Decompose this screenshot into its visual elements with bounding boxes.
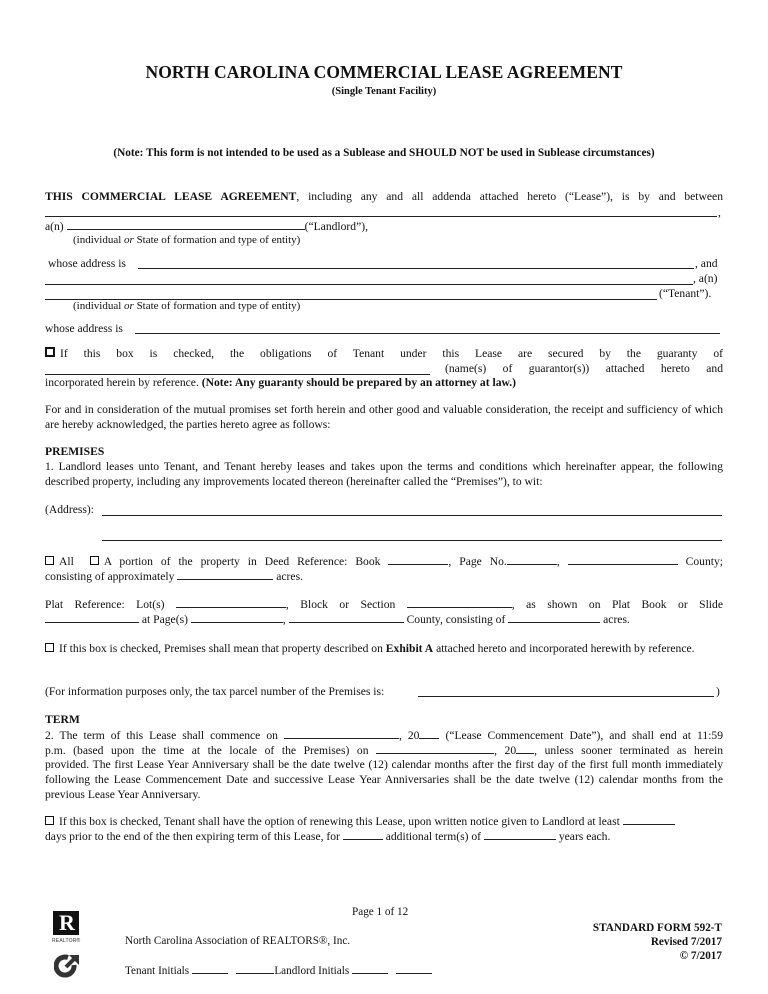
commencement-year-field[interactable] <box>419 728 439 739</box>
book-field[interactable] <box>388 554 448 565</box>
tax-parcel-close: ) <box>716 685 720 698</box>
landlord-initials-label: Landlord Initials <box>274 965 350 977</box>
revised-date: Revised 7/2017 <box>650 936 722 948</box>
plat-reference-line: Plat Reference: Lot(s) , Block or Section , as shown on Plat Book or Slide <box>45 598 723 611</box>
notice-days-field[interactable] <box>623 814 675 825</box>
intro-bold: THIS COMMERCIAL LEASE AGREEMENT <box>45 190 297 203</box>
end-year-field[interactable] <box>516 743 534 754</box>
renewal-checkbox[interactable] <box>45 816 54 825</box>
renewal-years-field[interactable] <box>484 829 556 840</box>
acreage-field[interactable] <box>177 569 273 580</box>
equal-housing-arrow-icon <box>54 953 80 979</box>
plat-pages-field[interactable] <box>191 612 283 623</box>
exhibit-a-paragraph: If this box is checked, Premises shall mean that property described on Exhibit A attached hereto and incorporated herewith by reference. <box>45 641 723 656</box>
landlord-initials-field-1[interactable] <box>352 963 388 974</box>
exhibit-a-checkbox[interactable] <box>45 643 54 652</box>
landlord-entity-hint: (individual or State of formation and type of entity) <box>73 234 301 246</box>
form-number: STANDARD FORM 592-T <box>592 922 722 934</box>
plat-acreage-field[interactable] <box>508 612 600 623</box>
landlord-name-field[interactable] <box>45 216 717 217</box>
plat-county-field[interactable] <box>289 612 404 623</box>
all-checkbox[interactable] <box>45 556 54 565</box>
plat-book-field[interactable] <box>45 612 139 623</box>
whose-address-label: whose address is <box>48 257 126 270</box>
realtor-logo-icon: R REALTOR® <box>52 910 81 944</box>
intro-rest: , including any and all addenda attached hereto (“Lease”), is by and between <box>296 190 723 203</box>
whose-address-label-2: whose address is <box>45 322 123 335</box>
sublease-note: (Note: This form is not intended to be used as a Sublease and SHOULD NOT be used in Sublease circumstances) <box>113 147 655 159</box>
term-line-1: 2. The term of this Lease shall commence on , 20 (“Lease Commencement Date”), and shall end at 11:59 <box>45 729 724 742</box>
address-label: (Address): <box>45 503 94 516</box>
plat-page-line: at Page(s) , County, consisting of acres. <box>45 612 723 626</box>
renewal-line-1: If this box is checked, Tenant shall have the option of renewing this Lease, upon written notice given to Landlord at least <box>45 814 723 828</box>
intro-line <box>45 190 723 203</box>
an-label-2: , a(n) <box>693 272 718 285</box>
lots-field[interactable] <box>176 597 286 608</box>
landlord-address-field[interactable] <box>138 268 694 269</box>
acreage-line: consisting of approximately acres. <box>45 570 303 583</box>
commencement-date-field[interactable] <box>284 728 399 739</box>
comma-text: , <box>718 206 721 219</box>
guaranty-line-2: (name(s) of guarantor(s)) attached hereto and <box>445 362 723 375</box>
renewal-line-2: days prior to the end of the then expiring term of this Lease, for additional term(s) of years each. <box>45 830 611 843</box>
tax-parcel-line: (For information purposes only, the tax parcel number of the Premises is: <box>45 685 385 698</box>
landlord-label: (“Landlord”), <box>304 220 368 233</box>
initials-line <box>125 963 432 977</box>
term-heading: TERM <box>45 713 80 726</box>
end-date-field[interactable] <box>376 743 494 754</box>
an-label: a(n) <box>45 220 64 233</box>
block-section-field[interactable] <box>407 597 512 608</box>
premises-address-field-2[interactable] <box>102 540 722 541</box>
tenant-initials-field-2[interactable] <box>236 963 274 974</box>
document-subtitle: (Single Tenant Facility) <box>331 86 437 97</box>
premises-heading: PREMISES <box>45 445 105 458</box>
guarantor-names-field[interactable] <box>45 374 430 375</box>
page-number: Page 1 of 12 <box>352 906 409 918</box>
guaranty-checkbox[interactable] <box>45 347 55 357</box>
landlord-entity-field[interactable] <box>67 219 305 230</box>
premises-address-field[interactable] <box>102 515 722 516</box>
tenant-initials-label: Tenant Initials <box>125 965 190 977</box>
tenant-address-field[interactable] <box>135 333 720 334</box>
premises-paragraph: 1. Landlord leases unto Tenant, and Tenant hereby leases and takes upon the terms and conditions which hereinafter appear, the following described property, including any improvements located thereon (hereinafter called the “Premises”), to wit: <box>45 460 723 489</box>
page-no-field[interactable] <box>507 554 557 565</box>
landlord-entity-row <box>45 219 723 233</box>
tax-parcel-field[interactable] <box>418 696 714 697</box>
landlord-initials-field-2[interactable] <box>396 963 432 974</box>
and-label: , and <box>695 257 718 270</box>
guaranty-attorney-note: (Note: Any guaranty should be prepared by an attorney at law.) <box>201 376 516 389</box>
form-info <box>593 921 722 963</box>
deed-reference-line: All A portion of the property in Deed Reference: Book , Page No. , County; <box>45 554 723 568</box>
tenant-label: (“Tenant”). <box>659 287 712 300</box>
document-title: NORTH CAROLINA COMMERCIAL LEASE AGREEMENT <box>145 62 623 82</box>
deed-county-field[interactable] <box>568 554 678 565</box>
tenant-name-field[interactable] <box>45 284 693 285</box>
association-name: North Carolina Association of REALTORS®, Inc. <box>125 935 351 947</box>
tenant-initials-field-1[interactable] <box>192 963 228 974</box>
tenant-entity-hint: (individual or State of formation and type of entity) <box>73 300 301 312</box>
portion-checkbox[interactable] <box>90 556 99 565</box>
term-line-2: p.m. (based upon the time at the locale of the Premises) on , 20 , unless sooner terminated as herein <box>45 744 724 757</box>
term-paragraph: provided. The first Lease Year Anniversary shall be the date twelve (12) calendar months after the first day of the first full month immediately following the Lease Commencement Date and successive Lease Year Anniversaries shall be the date twelve (12) calendar months from the previous Lease Year Anniversary. <box>45 758 723 802</box>
guaranty-line-3: incorporated herein by reference. (Note: Any guaranty should be prepared by an attorney at law.) <box>45 376 516 389</box>
copyright: © 7/2017 <box>679 950 722 962</box>
renewal-count-field[interactable] <box>343 829 383 840</box>
guaranty-line-1: If this box is checked, the obligations of Tenant under this Lease are secured by the guaranty of <box>45 347 723 360</box>
consideration-paragraph: For and in consideration of the mutual promises set forth herein and other good and valuable consideration, the receipt and sufficiency of which are hereby acknowledged, the parties hereto agree as follows: <box>45 403 723 432</box>
